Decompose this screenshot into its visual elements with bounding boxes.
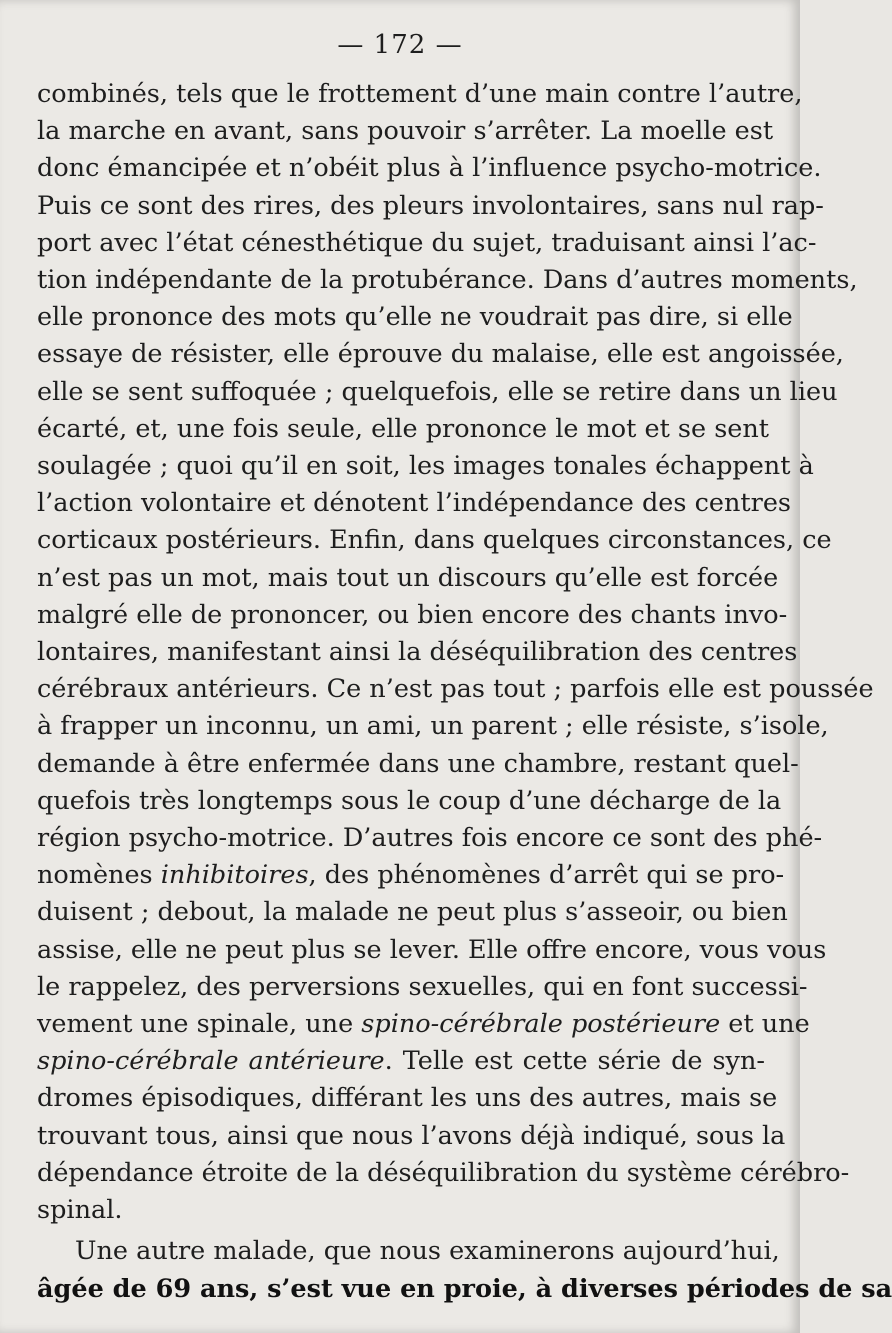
text-run: malgré elle de prononcer, ou bien encore des chants invo-: [37, 599, 788, 630]
text-run: port avec l’état cénesthétique du sujet, traduisant ainsi l’ac-: [37, 227, 817, 258]
text-line: [37, 708, 829, 745]
text-line: [37, 894, 788, 931]
text-run: , des phénomènes d’arrêt qui se pro-: [308, 860, 785, 891]
text-line: [37, 1043, 765, 1080]
text-line: [37, 932, 827, 969]
text-run: soulagée ; quoi qu’il en soit, les images tonales échappent à: [37, 451, 814, 482]
text-run: spinal.: [37, 1195, 123, 1226]
text-line: [37, 374, 838, 411]
text-run: Puis ce sont des rires, des pleurs involontaires, sans nul rap-: [37, 190, 824, 221]
text-line: [37, 262, 858, 299]
text-line: [37, 1118, 786, 1155]
text-line: [37, 113, 774, 150]
text-run: demande à être enfermée dans une chambre, restant quel-: [37, 748, 799, 779]
paragraph: [37, 1233, 892, 1307]
text-line: [37, 485, 791, 522]
text-run: corticaux postérieurs. Enfin, dans quelques circonstances, ce: [37, 525, 832, 556]
paragraph: [37, 76, 874, 1229]
text-line: [37, 820, 823, 857]
text-line: [37, 1006, 810, 1043]
text-run: essaye de résister, elle éprouve du malaise, elle est angoissée,: [37, 339, 844, 370]
text-line: [37, 783, 782, 820]
text-line: [37, 1080, 778, 1117]
text-line: [37, 1271, 892, 1308]
page-number: — 172 —: [337, 30, 463, 60]
text-run: la marche en avant, sans pouvoir s’arrêter. La moelle est: [37, 116, 774, 147]
text-run: elle se sent suffoquée ; quelquefois, elle se retire dans un lieu: [37, 376, 838, 407]
text-run: combinés, tels que le frottement d’une main contre l’autre,: [37, 79, 803, 109]
text-line: [37, 1155, 850, 1192]
text-run: région psycho-motrice. D’autres fois encore ce sont des phé-: [37, 823, 823, 854]
text-line: [37, 448, 814, 485]
italic-text: inhibitoires: [160, 860, 309, 891]
italic-text: spino-cérébrale antérieure: [37, 1046, 385, 1077]
text-run: et une: [720, 1009, 810, 1040]
text-run: dromes épisodiques, différant les uns des autres, mais se: [37, 1083, 778, 1114]
text-line: [37, 560, 779, 597]
text-run: à frapper un inconnu, un ami, un parent ; elle résiste, s’isole,: [37, 711, 829, 742]
text-run: tion indépendante de la protubérance. Dans d’autres moments,: [37, 265, 858, 296]
text-run: écarté, et, une fois seule, elle prononce le mot et se sent: [37, 413, 770, 444]
text-run: nomènes: [37, 860, 161, 891]
text-run: lontaires, manifestant ainsi la déséquilibration des centres: [37, 637, 798, 668]
text-run: quefois très longtemps sous le coup d’une décharge de la: [37, 785, 782, 816]
text-run: vement une spinale, une: [37, 1009, 362, 1040]
text-line: [37, 746, 799, 783]
text-line: [37, 597, 788, 634]
text-run: Une autre malade, que nous examinerons aujourd’hui,: [75, 1236, 780, 1267]
text-run: âgée de 69 ans, s’est vue en proie, à diverses périodes de sa: [37, 1273, 892, 1304]
text-run: n’est pas un mot, mais tout un discours qu’elle est forcée: [37, 562, 779, 593]
text-run: cérébraux antérieurs. Ce n’est pas tout ; parfois elle est poussée: [37, 674, 874, 705]
text-line: [37, 1233, 780, 1270]
text-line: [37, 969, 808, 1006]
text-run: l’action volontaire et dénotent l’indépendance des centres: [37, 488, 791, 519]
text-line: [37, 671, 874, 708]
text-run: duisent ; debout, la malade ne peut plus s’asseoir, ou bien: [37, 897, 788, 928]
text-run: elle prononce des mots qu’elle ne voudrait pas dire, si elle: [37, 302, 793, 333]
text-line: [37, 857, 785, 894]
text-line: [37, 336, 844, 373]
text-run: . Telle est cette série de syn-: [384, 1046, 765, 1077]
text-run: dépendance étroite de la déséquilibration du système cérébro-: [37, 1157, 850, 1188]
text-line: [37, 299, 793, 336]
text-line: [37, 188, 824, 225]
text-line: [37, 76, 803, 113]
text-run: le rappelez, des perversions sexuelles, qui en font successi-: [37, 971, 808, 1002]
text-line: [37, 150, 822, 187]
text-line: [37, 411, 770, 448]
text-run: trouvant tous, ainsi que nous l’avons déjà indiqué, sous la: [37, 1120, 786, 1151]
text-run: assise, elle ne peut plus se lever. Elle offre encore, vous vous: [37, 934, 827, 965]
text-line: [37, 522, 832, 559]
text-run: donc émancipée et n’obéit plus à l’influence psycho-motrice.: [37, 153, 822, 184]
text-line: [37, 225, 817, 262]
italic-text: spino-cérébrale postérieure: [361, 1009, 721, 1040]
body-text: [37, 76, 892, 1308]
text-line: [37, 634, 798, 671]
text-line: [37, 1192, 765, 1229]
